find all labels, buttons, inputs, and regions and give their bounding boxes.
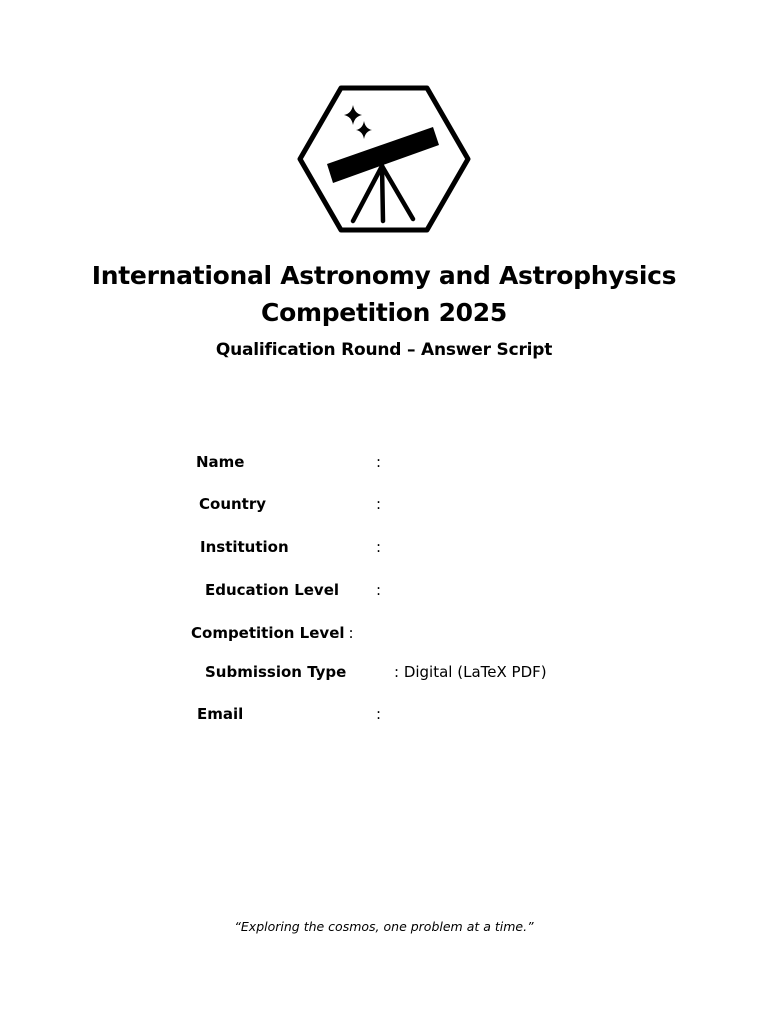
- name-colon: :: [376, 453, 382, 471]
- document-subtitle: Qualification Round – Answer Script: [215, 340, 553, 360]
- submission-type-value: : Digital (LaTeX PDF): [394, 663, 547, 681]
- competition-level-colon: :: [348, 624, 354, 642]
- email-label: Email: [197, 705, 244, 723]
- document-title-line-1: International Astronomy and Astrophysics: [91, 261, 677, 290]
- tripod-leg-right: [382, 166, 413, 219]
- crescent-moon-icon: [372, 101, 384, 125]
- name-label: Name: [196, 453, 245, 471]
- email-colon: :: [376, 705, 382, 723]
- competition-level-label: [191, 623, 354, 643]
- institution-colon: :: [376, 538, 382, 556]
- education-level-label: Education Level: [205, 581, 340, 599]
- institution-label: Institution: [200, 538, 289, 556]
- star-large-icon: [344, 105, 362, 125]
- tripod-leg-center: [382, 166, 383, 221]
- document-title-line-2: Competition 2025: [261, 298, 507, 327]
- footer-quote: “Exploring the cosmos, one problem at a time.”: [234, 919, 534, 934]
- education-level-colon: :: [376, 581, 382, 599]
- submission-type-label: Submission Type: [205, 663, 347, 681]
- competition-level-label-text: Competition Level: [191, 624, 345, 642]
- country-colon: :: [376, 495, 382, 513]
- telescope-logo-icon: [296, 84, 472, 234]
- star-small-icon: [356, 121, 372, 139]
- country-label: Country: [199, 495, 267, 513]
